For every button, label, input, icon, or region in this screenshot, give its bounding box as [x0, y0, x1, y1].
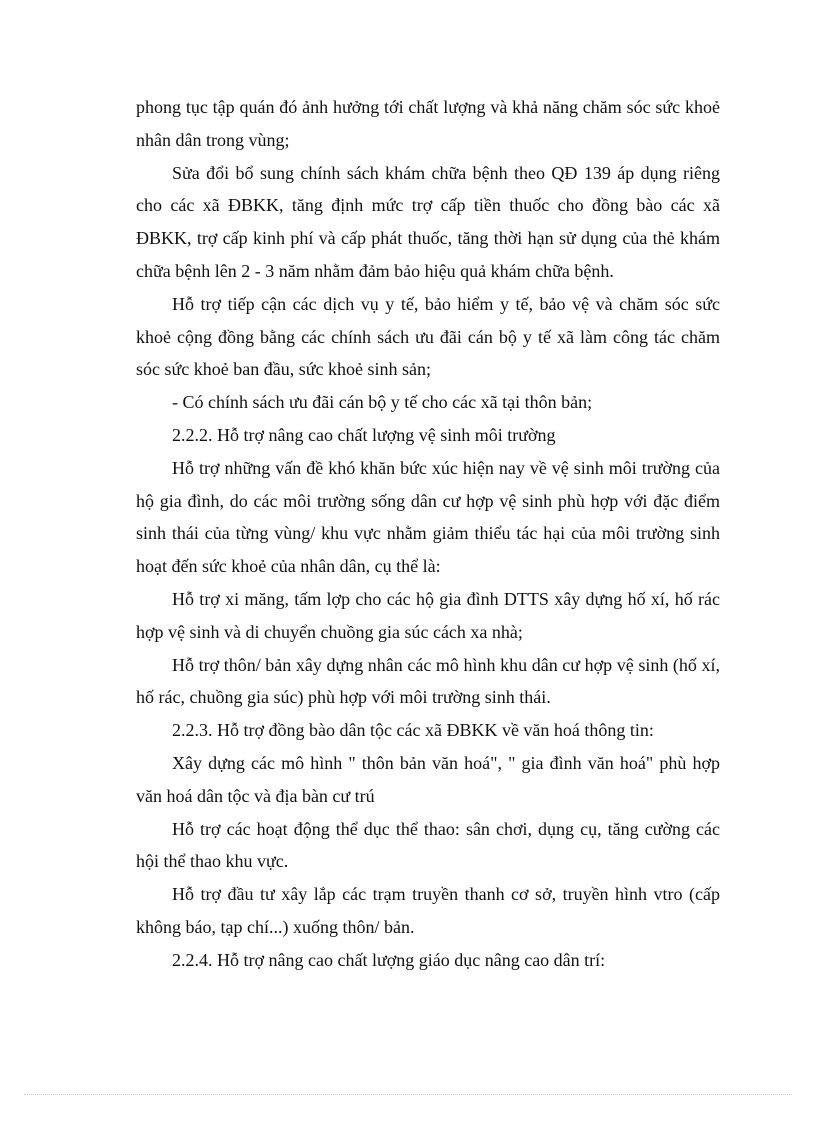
heading-2-2-2: 2.2.2. Hỗ trợ nâng cao chất lượng vệ sinh môi trường — [172, 424, 556, 445]
paragraph-sanitation-support: Hỗ trợ những vấn đề khó khăn bức xúc hiện nay về vệ sinh môi trường của hộ gia đình, do các môi trường sống dân cư hợp vệ sinh phù hợp với đặc điểm sinh thái của từng vùng/ khu vực nhằm giảm thiểu tác hại của môi trường sinh hoạt đến sức khoẻ của nhân dân, cụ thể là: — [136, 457, 720, 577]
paragraph-continuation: phong tục tập quán đó ảnh hưởng tới chất lượng và khả năng chăm sóc sức khoẻ nhân dân trong vùng; — [136, 97, 720, 150]
paragraph-broadcast-support: Hỗ trợ đầu tư xây lắp các trạm truyền thanh cơ sở, truyền hình vtro (cấp không báo, tạp chí...) xuống thôn/ bản. — [136, 884, 720, 937]
paragraph-sports-support: Hỗ trợ các hoạt động thể dục thể thao: sân chơi, dụng cụ, tăng cường các hội thể thao khu vực. — [136, 818, 720, 872]
paragraph-health-access: Hỗ trợ tiếp cận các dịch vụ y tế, bảo hiểm y tế, bảo vệ và chăm sóc sức khoẻ cộng đồng bằng các chính sách ưu đãi cán bộ y tế xã làm công tác chăm sóc sức khoẻ ban đầu, sức khoẻ sinh sản; — [136, 293, 720, 380]
paragraph-cement-support: Hỗ trợ xi măng, tấm lợp cho các hộ gia đình DTTS xây dựng hố xí, hố rác hợp vệ sinh và di chuyển chuồng gia súc cách xa nhà; — [136, 588, 720, 642]
page-bottom-divider — [24, 1094, 792, 1095]
paragraph-culture-models: Xây dựng các mô hình " thôn bản văn hoá", " gia đình văn hoá" phù hợp văn hoá dân tộc và địa bàn cư trú — [136, 752, 720, 806]
heading-2-2-4: 2.2.4. Hỗ trợ nâng cao chất lượng giáo dục nâng cao dân trí: — [172, 949, 606, 970]
paragraph-staff-policy: - Có chính sách ưu đãi cán bộ y tế cho các xã tại thôn bản; — [172, 392, 593, 413]
document-body — [136, 91, 720, 977]
paragraph-medical-policy: Sửa đổi bổ sung chính sách khám chữa bệnh theo QĐ 139 áp dụng riêng cho các xã ĐBKK, tăng định mức trợ cấp tiền thuốc cho đồng bào các xã ĐBKK, trợ cấp kinh phí và cấp phát thuốc, tăng thời hạn sử dụng của thẻ khám chữa bệnh lên 2 - 3 năm nhằm đảm bảo hiệu quả khám chữa bệnh. — [136, 162, 720, 281]
heading-2-2-3: 2.2.3. Hỗ trợ đồng bào dân tộc các xã ĐBKK về văn hoá thông tin: — [172, 720, 654, 741]
paragraph-village-models: Hỗ trợ thôn/ bản xây dựng nhân các mô hình khu dân cư hợp vệ sinh (hố xí, hố rác, chuồng gia súc) phù hợp với môi trường sinh thái. — [136, 654, 720, 708]
